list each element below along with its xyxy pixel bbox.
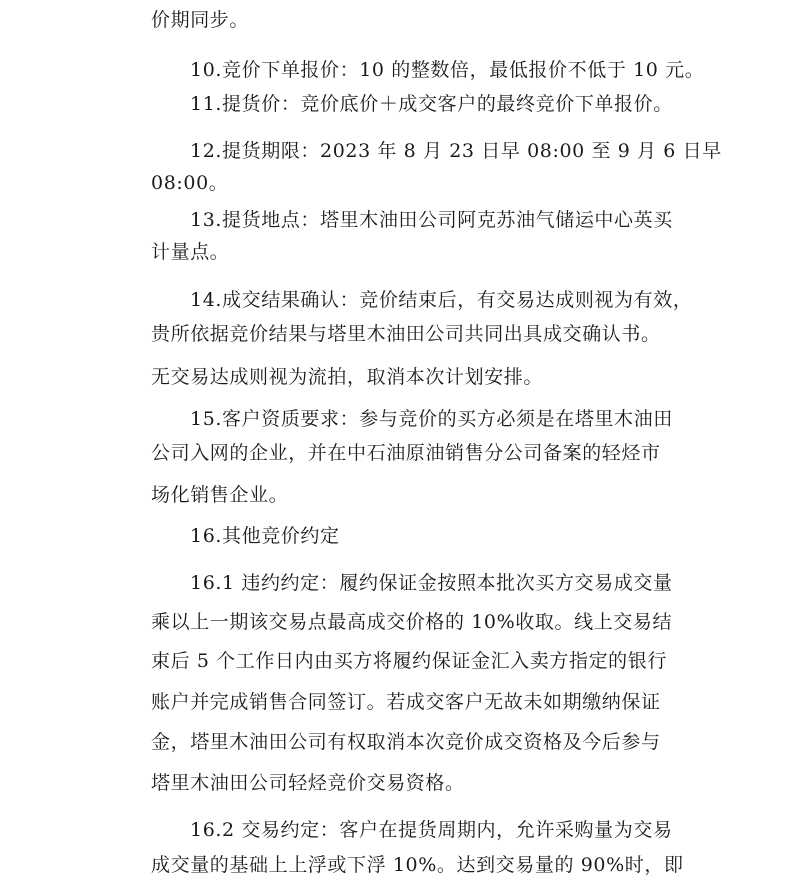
clause-14-result-confirmation-cont-1: 贵所依据竞价结果与塔里木油田公司共同出具成交确认书。 <box>151 323 661 345</box>
clause-13-pickup-location: 13.提货地点：塔里木油田公司阿克苏油气储运中心英买 <box>190 209 673 231</box>
clause-12-pickup-period: 12.提货期限：2023 年 8 月 23 日早 08:00 至 9 月 6 日早 <box>190 140 722 162</box>
clause-15-customer-qualification: 15.客户资质要求：参与竞价的买方必须是在塔里木油田 <box>190 408 673 430</box>
clause-10-bid-price: 10.竞价下单报价：10 的整数倍，最低报价不低于 10 元。 <box>190 59 705 81</box>
clause-14-result-confirmation-cont-2: 无交易达成则视为流拍，取消本次计划安排。 <box>151 366 544 388</box>
clause-16-1-default-cont-3: 账户并完成销售合同签订。若成交客户无故未如期缴纳保证 <box>151 691 661 713</box>
clause-16-2-trading-cont-1: 成交量的基础上上浮或下浮 10%。达到交易量的 90%时，即 <box>151 854 684 876</box>
clause-16-2-trading: 16.2 交易约定：客户在提货周期内，允许采购量为交易 <box>190 819 673 841</box>
clause-16-1-default-cont-5: 塔里木油田公司轻烃竞价交易资格。 <box>151 772 465 794</box>
clause-16-1-default-cont-4: 金，塔里木油田公司有权取消本次竞价成交资格及今后参与 <box>151 731 661 753</box>
clause-13-pickup-location-cont: 计量点。 <box>151 241 230 263</box>
text-line-continuation: 价期同步。 <box>151 9 250 31</box>
clause-12-pickup-period-cont: 08:00。 <box>151 172 229 194</box>
clause-15-customer-qualification-cont-1: 公司入网的企业，并在中石油原油销售分公司备案的轻烃市 <box>151 442 661 464</box>
clause-15-customer-qualification-cont-2: 场化销售企业。 <box>151 484 289 506</box>
clause-16-1-default-cont-2: 束后 5 个工作日内由买方将履约保证金汇入卖方指定的银行 <box>151 650 667 672</box>
clause-16-1-default-cont-1: 乘以上一期该交易点最高成交价格的 10%收取。线上交易结 <box>151 611 673 633</box>
clause-14-result-confirmation: 14.成交结果确认：竞价结束后，有交易达成则视为有效， <box>190 289 693 311</box>
clause-11-pickup-price: 11.提货价：竞价底价＋成交客户的最终竞价下单报价。 <box>190 93 673 115</box>
clause-16-1-default: 16.1 违约约定：履约保证金按照本批次买方交易成交量 <box>190 572 673 594</box>
clause-16-heading: 16.其他竞价约定 <box>190 525 340 547</box>
